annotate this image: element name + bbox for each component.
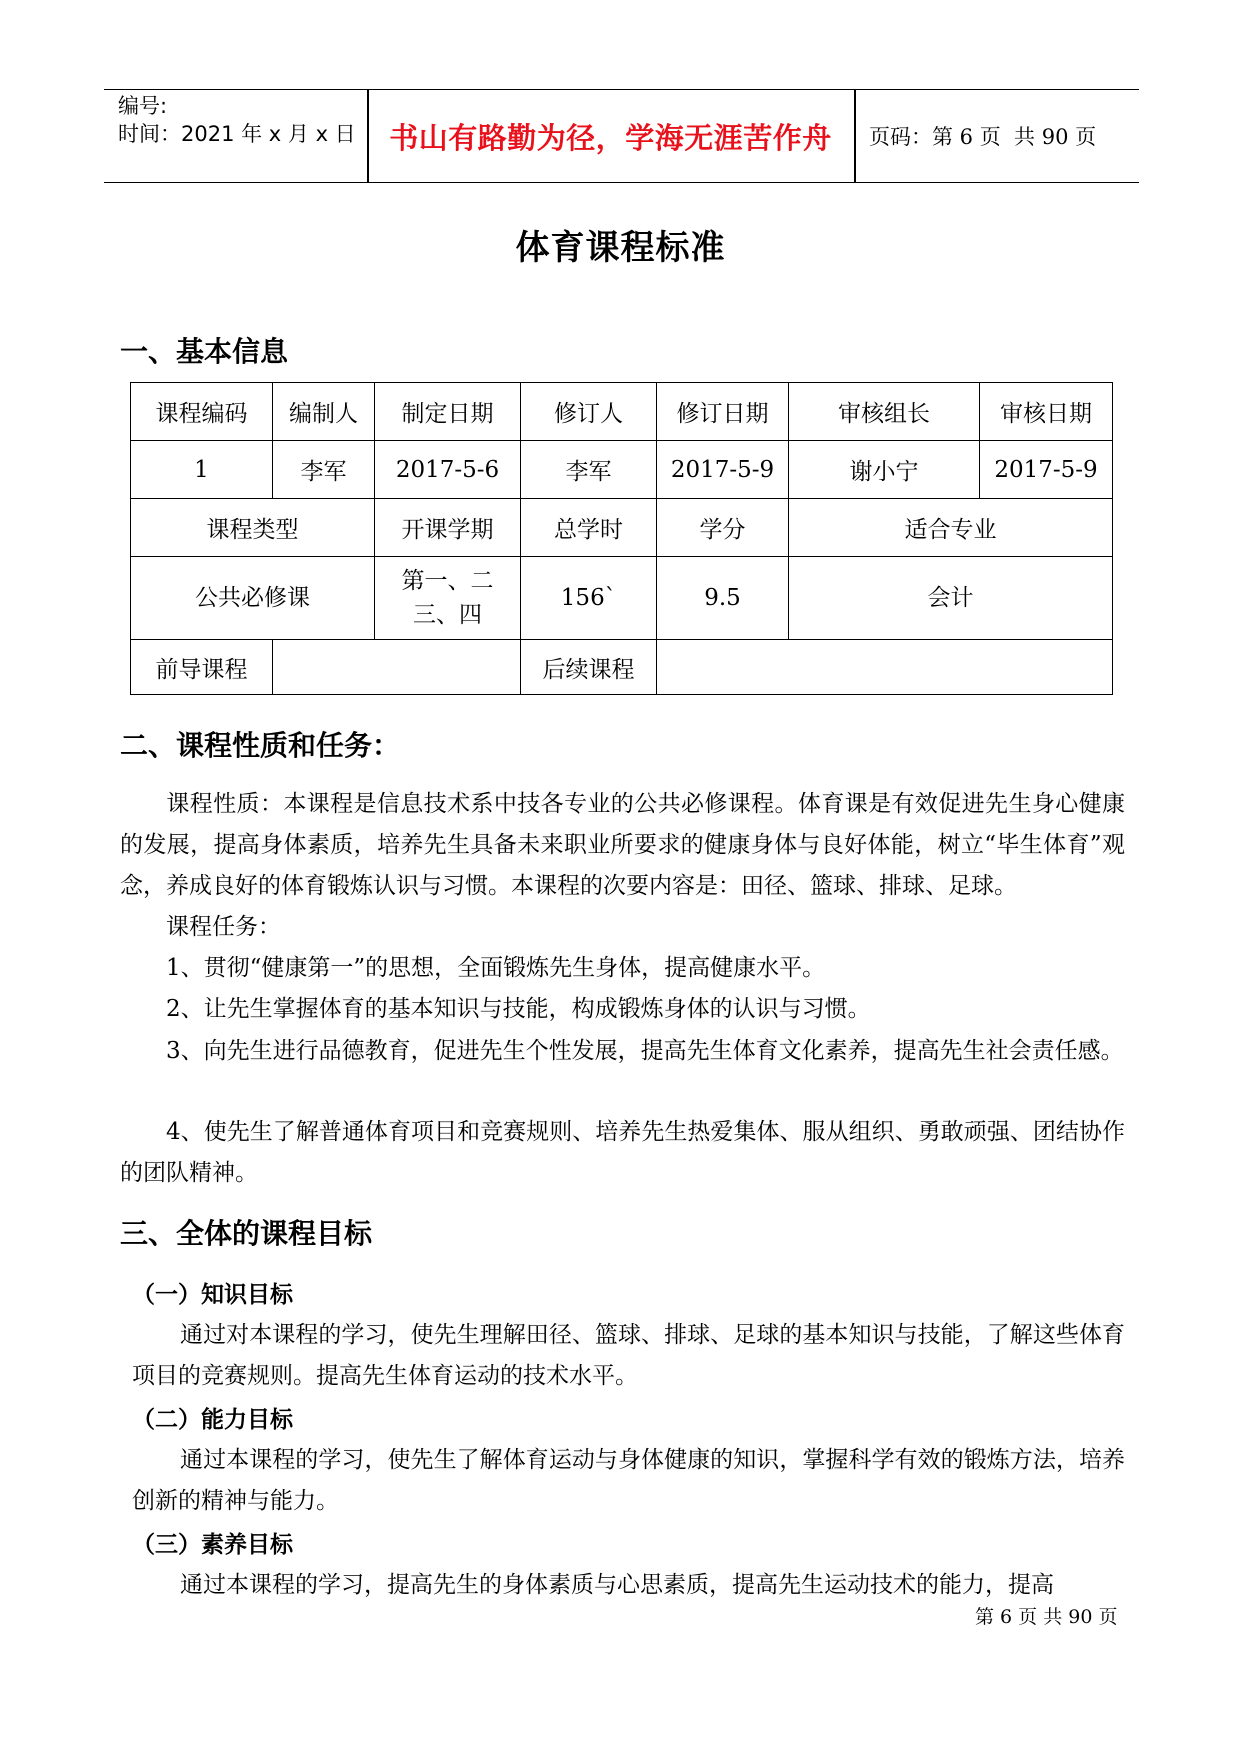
table-cell: 李军: [273, 441, 375, 499]
literacy-text: 通过本课程的学习，提高先生的身体素质与心思素质，提高先生运动技术的能力，提高: [180, 1572, 1054, 1598]
section-heading-goals: 三、全体的课程目标: [120, 1217, 373, 1250]
table-cell: 2017-5-6: [375, 441, 521, 499]
table-cell: 前导课程: [131, 640, 273, 695]
task-item: [120, 1112, 1125, 1194]
table-cell: 开课学期: [375, 499, 521, 557]
task-item-text: 4、使先生了解普通体育项目和竞赛规则、培养先生热爱集体、服从组织、勇敢顽强、团结协作的团队精神。: [120, 1119, 1125, 1186]
document-title: 体育课程标准: [515, 228, 726, 268]
table-row: [131, 499, 1113, 557]
table-cell: 后续课程: [521, 640, 657, 695]
table-cell: 制定日期: [375, 383, 521, 441]
table-row: [131, 383, 1113, 441]
page-info-text: 页码：第 6 页 共 90 页: [869, 125, 1097, 149]
course-nature-paragraph: [120, 784, 1125, 907]
subheading-knowledge: （一）知识目标: [132, 1282, 293, 1308]
subheading-literacy: （三）素养目标: [132, 1532, 293, 1558]
literacy-paragraph: [132, 1565, 1125, 1606]
table-cell: 谢小宁: [789, 441, 980, 499]
section-heading-nature: 二、课程性质和任务：: [120, 729, 401, 762]
header-motto: 书山有路勤为径，学海无涯苦作舟: [389, 120, 832, 155]
table-cell: 课程编码: [131, 383, 273, 441]
time-label: 时间：2021 年 x 月 x 日: [118, 122, 356, 146]
ability-paragraph: [132, 1440, 1125, 1522]
task-item: [120, 948, 1125, 989]
table-row: [131, 557, 1113, 640]
task-item: [120, 989, 1125, 1030]
basic-info-table: [130, 382, 1113, 695]
table-cell: 公共必修课: [131, 557, 375, 640]
table-cell: [375, 557, 521, 640]
task-label: [120, 907, 1125, 948]
table-cell: 156`: [521, 557, 657, 640]
task-item-text: 1、贯彻“健康第一”的思想，全面锻炼先生身体，提高健康水平。: [166, 955, 826, 981]
serial-label: 编号:: [118, 94, 168, 118]
table-cell: 学分: [657, 499, 789, 557]
table-cell: 李军: [521, 441, 657, 499]
header-meta: [118, 92, 356, 148]
section-heading-basic-info: 一、基本信息: [120, 335, 289, 368]
table-cell: 课程类型: [131, 499, 375, 557]
header-divider: [854, 90, 856, 182]
table-cell: [273, 640, 521, 695]
table-cell: 适合专业: [789, 499, 1113, 557]
subheading-ability: （二）能力目标: [132, 1407, 293, 1433]
table-cell: 1: [131, 441, 273, 499]
table-cell-text: 第一、二三、四: [401, 568, 494, 628]
table-cell: 审核日期: [980, 383, 1113, 441]
page-footer: 第 6 页 共 90 页: [975, 1606, 1118, 1628]
table-cell: 编制人: [273, 383, 375, 441]
task-item: [120, 1031, 1125, 1072]
task-item-text: 2、让先生掌握体育的基本知识与技能，构成锻炼身体的认识与习惯。: [166, 996, 871, 1022]
knowledge-paragraph: [132, 1315, 1125, 1397]
page-header: [104, 89, 1139, 183]
ability-text: 通过本课程的学习，使先生了解体育运动与身体健康的知识，掌握科学有效的锻炼方法，培养创新的精神与能力。: [132, 1447, 1125, 1514]
course-nature-text: 课程性质：本课程是信息技术系中技各专业的公共必修课程。体育课是有效促进先生身心健康的发展，提高身体素质，培养先生具备未来职业所要求的健康身体与良好体能，树立“毕生体育”观念，养成良好的体育锻炼认识与习惯。本课程的次要内容是：田径、篮球、排球、足球。: [120, 791, 1125, 899]
table-cell: [657, 640, 1113, 695]
table-cell: 修订日期: [657, 383, 789, 441]
knowledge-text: 通过对本课程的学习，使先生理解田径、篮球、排球、足球的基本知识与技能，了解这些体育项目的竞赛规则。提高先生体育运动的技术水平。: [132, 1322, 1125, 1389]
table-cell: 9.5: [657, 557, 789, 640]
table-cell: 2017-5-9: [657, 441, 789, 499]
table-row: [131, 441, 1113, 499]
task-item-text: 3、向先生进行品德教育，促进先生个性发展，提高先生体育文化素养，提高先生社会责任感。: [166, 1038, 1124, 1064]
table-row: [131, 640, 1113, 695]
task-label-text: 课程任务：: [166, 914, 281, 940]
table-cell: 会计: [789, 557, 1113, 640]
header-page-info: [869, 90, 1096, 182]
table-cell: 2017-5-9: [980, 441, 1113, 499]
table-cell: 修订人: [521, 383, 657, 441]
table-cell: 审核组长: [789, 383, 980, 441]
table-cell: 总学时: [521, 499, 657, 557]
